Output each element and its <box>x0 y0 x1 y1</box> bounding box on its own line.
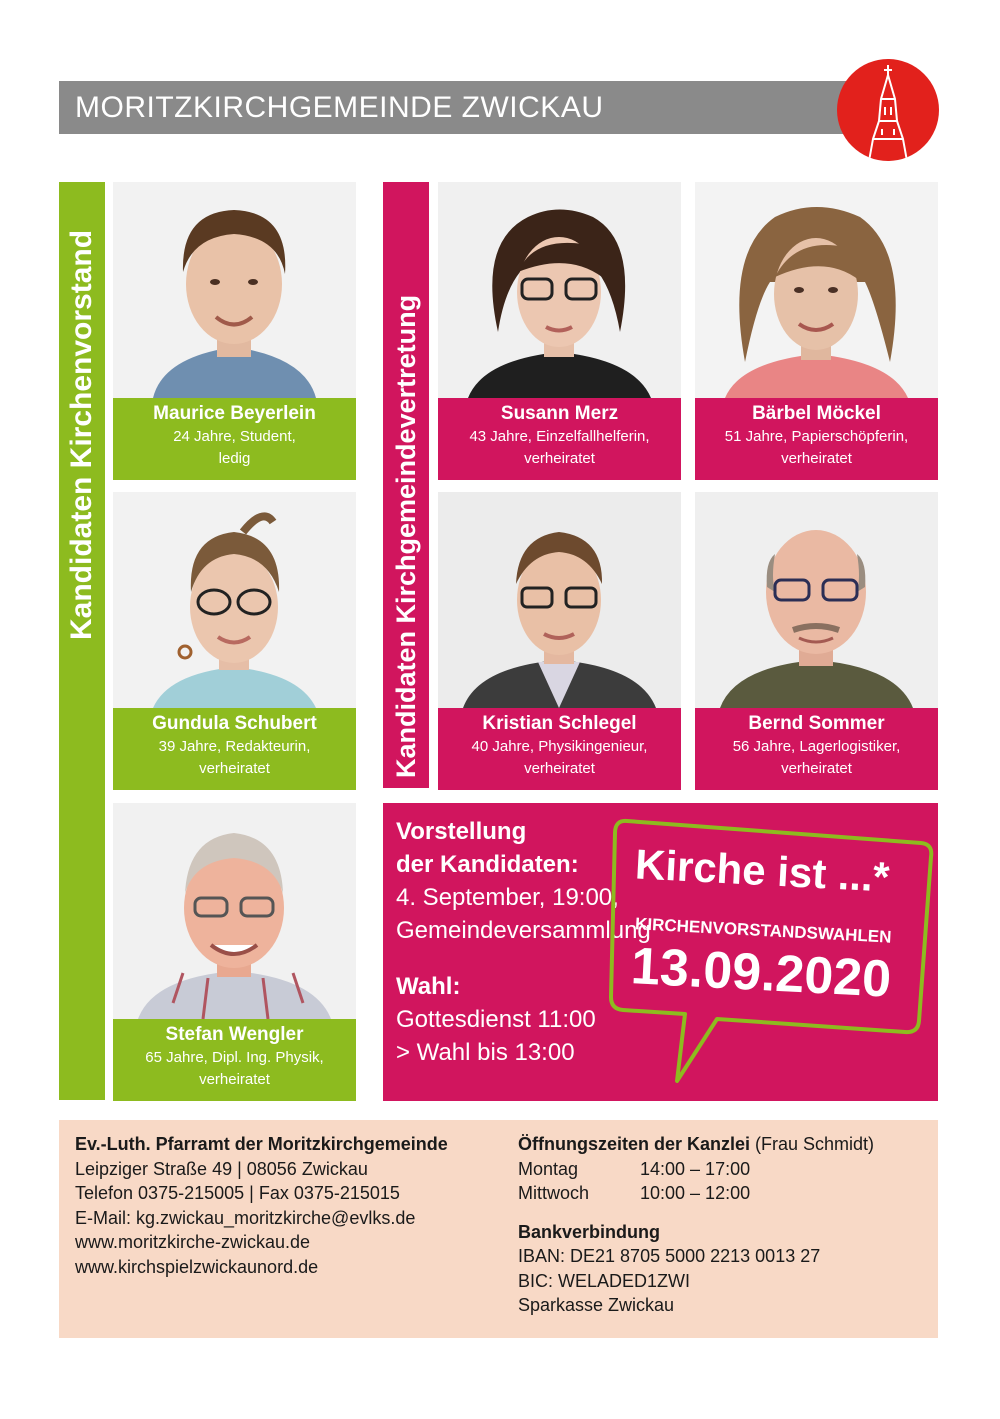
candidate-details: 43 Jahre, Einzelfallhelferin, <box>469 428 650 445</box>
candidate-name: Bärbel Möckel <box>752 403 881 424</box>
section-title-kirchgemeindevertretung: Kandidaten Kirchgemeindevertretung <box>391 294 421 778</box>
candidate-caption <box>695 708 938 790</box>
candidate-details: 40 Jahre, Physikingenieur, <box>471 738 648 755</box>
candidate-details: 65 Jahre, Dipl. Ing. Physik, <box>145 1049 324 1066</box>
candidate-details: 56 Jahre, Lagerlogistiker, <box>732 738 901 755</box>
bic: BIC: WELADED1ZWI <box>518 1270 691 1291</box>
candidate-photo <box>695 492 938 708</box>
hours-person: (Frau Schmidt) <box>750 1134 875 1154</box>
election-info-text <box>396 815 651 1069</box>
candidate-caption <box>695 398 938 480</box>
candidate-caption <box>113 398 356 480</box>
candidate-card <box>695 182 938 480</box>
candidate-card <box>438 182 681 480</box>
candidate-status: verheiratet <box>524 760 595 777</box>
section-bar-kirchenvorstand <box>59 182 105 1100</box>
candidate-card <box>113 182 356 480</box>
candidate-name: Bernd Sommer <box>748 713 885 734</box>
presentation-heading-line1: Vorstellung <box>396 818 527 845</box>
candidate-name: Maurice Beyerlein <box>153 403 316 424</box>
hours-heading <box>518 1132 874 1157</box>
hours-time: 10:00 – 12:00 <box>640 1183 751 1203</box>
org-name: Ev.-Luth. Pfarramt der Moritzkirchgemeinde <box>75 1134 448 1154</box>
presentation-place: Gemeindeversammlung <box>396 917 651 944</box>
bank-heading: Bankverbindung <box>518 1221 661 1242</box>
hours-time: 14:00 – 17:00 <box>640 1158 751 1179</box>
contact-footer <box>59 1120 938 1338</box>
slogan: Kirche ist ...* <box>633 840 891 901</box>
candidate-photo <box>113 492 356 708</box>
website-link[interactable]: www.moritzkirche-zwickau.de <box>75 1232 311 1252</box>
website-link-2[interactable]: www.kirchspielzwickaunord.de <box>75 1256 319 1277</box>
candidate-status: ledig <box>218 450 251 467</box>
office-info <box>518 1132 874 1318</box>
presentation-heading-line2: der Kandidaten: <box>396 851 579 878</box>
section-bar-kirchgemeindevertretung <box>383 182 429 788</box>
candidate-name: Susann Merz <box>500 403 619 424</box>
church-tower-icon <box>837 59 939 161</box>
candidate-photo <box>113 182 356 398</box>
candidate-details: 39 Jahre, Redakteurin, <box>158 738 311 755</box>
candidate-caption <box>438 708 681 790</box>
section-title-kirchenvorstand: Kandidaten Kirchenvorstand <box>65 229 98 640</box>
candidate-card <box>695 492 938 790</box>
bank-name: Sparkasse Zwickau <box>518 1295 675 1315</box>
candidate-photo <box>695 182 938 398</box>
address: Leipziger Straße 49 | 08056 Zwickau <box>75 1158 368 1179</box>
candidate-name: Stefan Wengler <box>165 1024 304 1045</box>
header-bar <box>59 81 859 134</box>
candidate-status: verheiratet <box>781 760 852 777</box>
candidate-card <box>113 803 356 1101</box>
hours-row <box>518 1181 874 1206</box>
candidate-caption <box>113 1019 356 1101</box>
candidate-photo <box>438 182 681 398</box>
candidate-photo <box>113 803 356 1019</box>
parish-contact <box>75 1132 448 1279</box>
candidate-status: verheiratet <box>781 450 852 467</box>
hours-title: Öffnungszeiten der Kanzlei <box>518 1134 751 1154</box>
candidate-status: verheiratet <box>524 450 595 467</box>
election-until: > Wahl bis 13:00 <box>396 1039 575 1066</box>
presentation-date: 4. September, 19:00, <box>396 884 619 911</box>
candidate-card <box>438 492 681 790</box>
hours-day: Mittwoch <box>518 1183 590 1203</box>
email-link[interactable]: E-Mail: kg.zwickau_moritzkirche@evlks.de <box>75 1207 416 1228</box>
election-heading: Wahl: <box>396 973 461 1000</box>
election-date: 13.09.2020 <box>629 937 893 1009</box>
page-title: MORITZKIRCHGEMEINDE ZWICKAU <box>75 91 604 124</box>
phone-fax: Telefon 0375-215005 | Fax 0375-215015 <box>75 1183 400 1203</box>
election-service: Gottesdienst 11:00 <box>396 1006 596 1033</box>
hours-day: Montag <box>518 1158 579 1179</box>
candidate-name: Gundula Schubert <box>152 713 317 734</box>
candidate-status: verheiratet <box>199 760 270 777</box>
candidate-status: verheiratet <box>199 1071 270 1088</box>
candidate-caption <box>113 708 356 790</box>
election-title: KIRCHENVORSTANDSWAHLEN <box>634 914 892 947</box>
candidate-details: 51 Jahre, Papierschöpferin, <box>724 428 909 445</box>
candidate-caption <box>438 398 681 480</box>
candidate-name: Kristian Schlegel <box>482 713 637 734</box>
candidate-details: 24 Jahre, Student, <box>173 428 296 445</box>
speech-bubble <box>605 813 935 1093</box>
candidate-photo <box>438 492 681 708</box>
candidate-card <box>113 492 356 790</box>
hours-row <box>518 1157 874 1182</box>
election-info-box <box>383 803 938 1101</box>
iban: IBAN: DE21 8705 5000 2213 0013 27 <box>518 1246 821 1266</box>
